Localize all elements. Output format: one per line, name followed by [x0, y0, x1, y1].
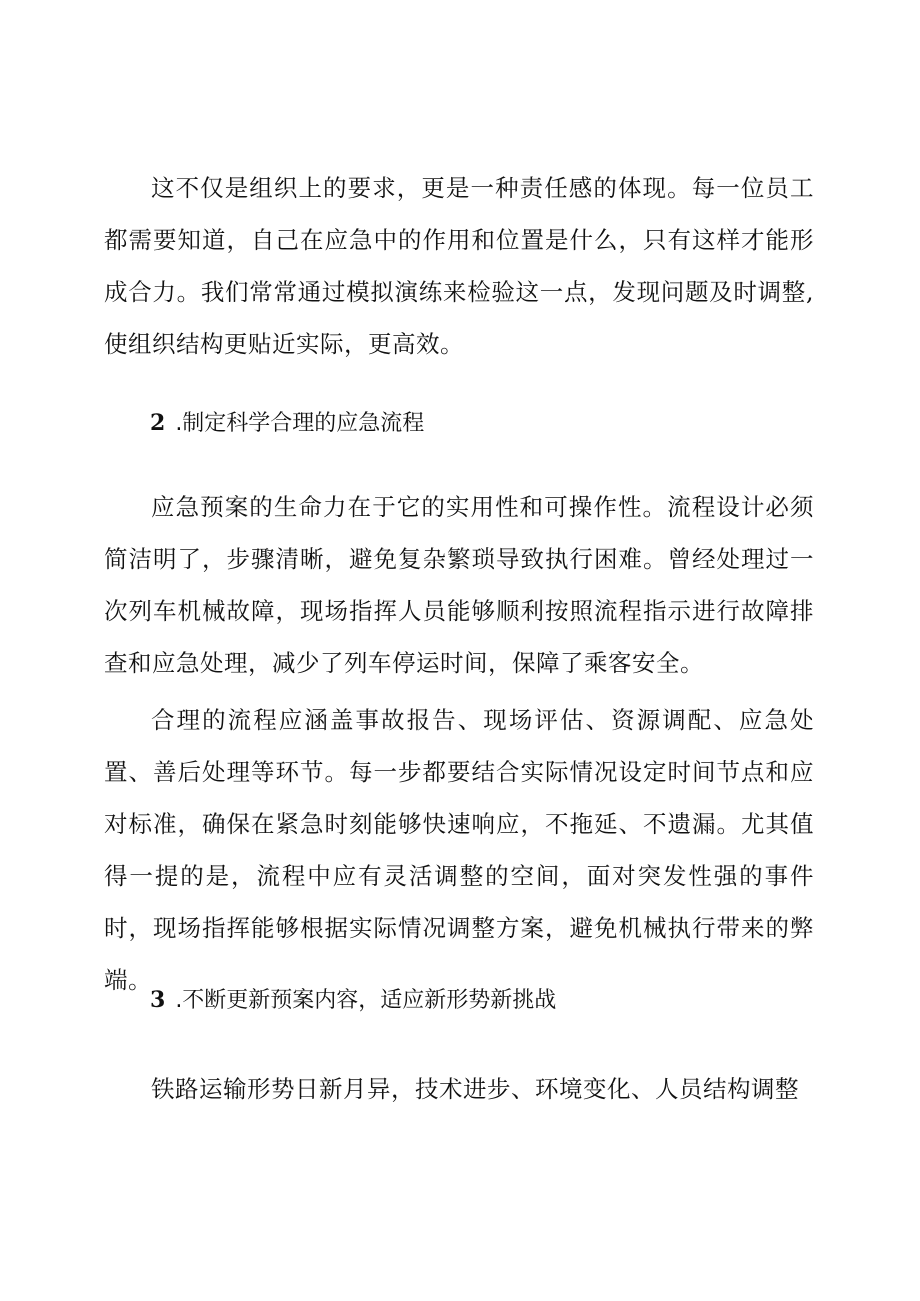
paragraph-process-coverage: 合理的流程应涵盖事故报告、现场评估、资源调配、应急处置、善后处理等环节。每一步都要结合实际情况设定时间节点和应对标准，确保在紧急时刻能够快速响应，不拖延、不遗漏。尤其值得一提的是，流程中应有灵活调整的空间，面对突发性强的事件时，现场指挥能够根据实际情况调整方案，避免机械执行带来的弊端。 — [104, 706, 814, 994]
paragraph-organization-responsibility: 这不仅是组织上的要求，更是一种责任感的体现。每一位员工都需要知道，自己在应急中的作用和位置是什么，只有这样才能形成合力。我们常常通过模拟演练来检验这一点，发现问题及时调整,使组织结构更贴近实际，更高效。 — [104, 174, 814, 358]
paragraph-railway-trends: 铁路运输形势日新月异，技术进步、环境变化、人员结构调整 — [151, 1075, 799, 1103]
section-title-3: .不断更新预案内容，适应新形势新挑战 — [175, 988, 557, 1013]
section-number-2: 2 — [150, 410, 166, 436]
section-heading-3 — [150, 985, 556, 1016]
section-heading-2 — [150, 408, 424, 439]
paragraph-process-practicality: 应急预案的生命力在于它的实用性和可操作性。流程设计必须简洁明了，步骤清晰，避免复杂繁琐导致执行困难。曾经处理过一次列车机械故障，现场指挥人员能够顺利按照流程指示进行故障排查和应急处理，减少了列车停运时间，保障了乘客安全。 — [104, 493, 814, 677]
section-title-2: .制定科学合理的应急流程 — [175, 411, 425, 436]
section-number-3: 3 — [150, 987, 166, 1013]
